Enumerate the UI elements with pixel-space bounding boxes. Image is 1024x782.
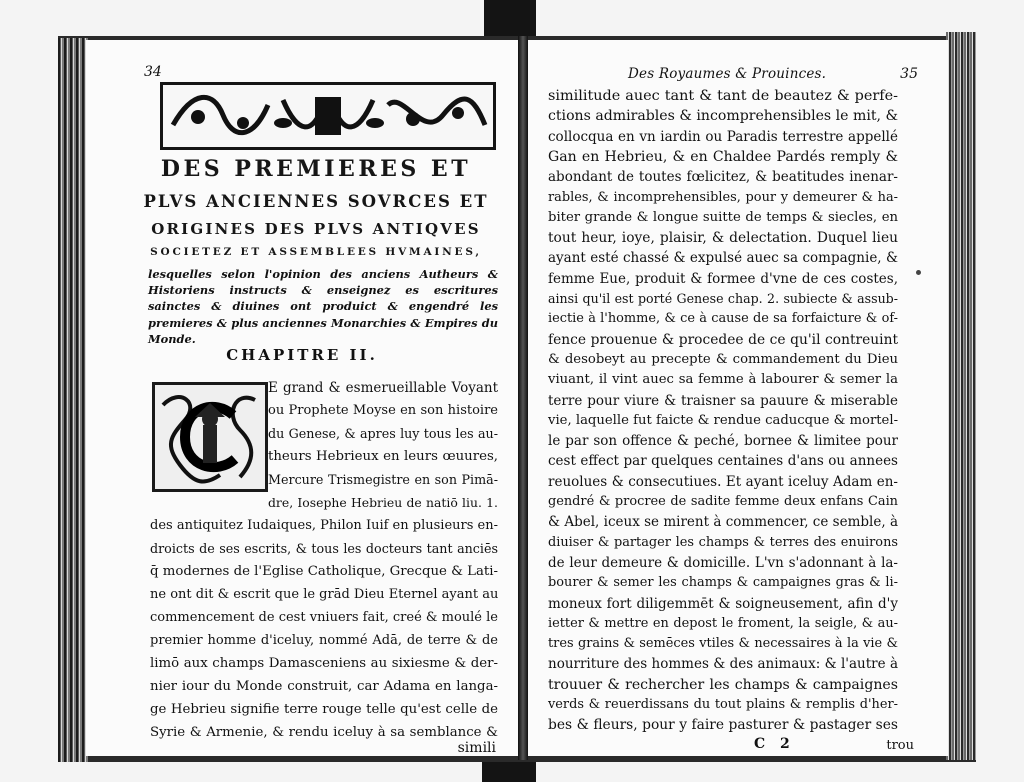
- body-line: fence prouenue & procedee de ce qu'il contreuint: [548, 331, 898, 348]
- body-line: viuant, il vint auec sa femme à labourer & semer la: [548, 372, 898, 388]
- book-spine-bottom: [482, 760, 536, 782]
- chapter-heading: CHAPITRE II.: [226, 346, 378, 364]
- body-line: q̄ modernes de l'Eglise Catholique, Grecque & Lati-: [150, 564, 499, 579]
- body-line-beside-initial: dre, Iosephe Hebrieu de natiō liu. 1.: [268, 495, 498, 510]
- page-edges-left: [58, 38, 88, 762]
- body-line: terre pour viure & traisner sa pauure & miserable: [548, 392, 898, 409]
- body-line: trouuer & rechercher les champs & campaignes: [548, 676, 898, 693]
- catchword-right: trou: [886, 738, 914, 753]
- signature-mark: C 2: [754, 736, 795, 752]
- body-line: premier homme d'iceluy, nommé Adā, de terre & de: [150, 633, 498, 648]
- body-line: rables, & incomprehensibles, pour y demeurer & ha-: [548, 189, 898, 205]
- body-line: limō aux champs Damasceniens au sixiesme & der-: [150, 656, 498, 671]
- body-line: bourer & semer les champs & campaignes gras & li-: [548, 575, 898, 591]
- body-line: collocqua en vn iardin ou Paradis terrestre appellé: [548, 128, 898, 145]
- title-line-1: DES PREMIERES ET: [160, 156, 472, 182]
- body-line-beside-initial: E grand & esmerueillable Voyant: [268, 380, 498, 396]
- body-line: de leur demeure & domicille. L'vn s'adonnant à la-: [548, 554, 898, 571]
- body-line: droicts de ses escrits, & tous les docteurs tant anciēs: [150, 541, 498, 556]
- body-line-beside-initial: theurs Hebrieux en leurs œuures,: [268, 449, 498, 464]
- page-number-left: 34: [144, 64, 162, 80]
- body-line: Gan en Hebrieu, & en Chaldee Pardés remply &: [548, 148, 898, 165]
- body-line: Syrie & Armenie, & rendu iceluy à sa semblance &: [150, 725, 498, 740]
- body-line: tres grains & semēces vtiles & necessaires à la vie &: [548, 636, 898, 652]
- paper-speck: [916, 270, 921, 275]
- body-line: femme Eue, produit & formee d'vne de ces costes,: [548, 270, 898, 287]
- body-line: biter grande & longue suitte de temps & siecles, en: [548, 209, 898, 225]
- body-line: iectie à l'homme, & ce à cause de sa forfaicture & of-: [548, 311, 898, 327]
- body-line: ge Hebrieu signifie terre rouge telle qu'est celle de: [150, 702, 498, 717]
- body-line: diuiser & partager les champs & terres des enuirons: [548, 534, 898, 550]
- body-line: des antiquitez Iudaiques, Philon Iuif en plusieurs en-: [150, 518, 498, 533]
- title-subtitle: lesquelles selon l'opinion des anciens Autheurs & Historiens instructs & enseignez es escritures sainctes & diuines ont produict & engendré les premieres & plus anciennes Monarchies & Empires du Monde.: [148, 267, 498, 346]
- title-line-4: SOCIETEZ ET ASSEMBLEES HVMAINES,: [150, 246, 482, 258]
- book-gutter: [518, 36, 528, 760]
- body-line: abondant de toutes fœlicitez, & beatitudes inenar-: [548, 169, 898, 186]
- title-line-2: PLVS ANCIENNES SOVRCES ET: [143, 192, 489, 211]
- body-line: ietter & mettre en depost le froment, la seigle, & au-: [548, 615, 898, 631]
- body-line: ainsi qu'il est porté Genese chap. 2. subiecte & assub-: [548, 291, 898, 306]
- body-line: & Abel, iceux se mirent à commencer, ce semble, à: [548, 514, 898, 531]
- body-line: ctions admirables & incomprehensibles le mit, &: [548, 108, 898, 125]
- body-line: & desobeyt au precepte & commandement du Dieu: [548, 351, 898, 367]
- body-line: commencement de cest vniuers fait, creé & moulé le: [150, 610, 498, 625]
- body-line: reuolues & consecutiues. Et ayant iceluy Adam en-: [548, 473, 898, 490]
- page-edges-right: [946, 32, 976, 760]
- body-line: similitude auec tant & tant de beautez & perfe-: [548, 88, 898, 104]
- decorative-headpiece: [160, 82, 496, 150]
- body-line: verds & reuerdissans du tout plains & remplis d'her-: [548, 697, 898, 712]
- body-line: cest effect par quelques centaines d'ans ou annees: [548, 453, 898, 470]
- right-page: [528, 40, 948, 756]
- left-page: [86, 40, 518, 756]
- decorated-initial-c: [152, 382, 268, 492]
- body-line: moneux fort diligemmēt & soigneusement, afin d'y: [548, 595, 898, 612]
- body-line: le par son offence & peché, bornee & limitee pour: [548, 433, 898, 450]
- body-line: tout heur, ioye, plaisir, & delectation. Duquel lieu: [548, 230, 898, 247]
- title-line-3: ORIGINES DES PLVS ANTIQVES: [151, 220, 481, 238]
- body-line-beside-initial: ou Prophete Moyse en son histoire: [268, 403, 498, 418]
- body-line: ayant esté chassé & expulsé auec sa compagnie, &: [548, 250, 898, 267]
- body-line-beside-initial: du Genese, & apres luy tous les au-: [268, 426, 498, 441]
- body-line-beside-initial: Mercure Trismegistre en son Pimā-: [268, 472, 498, 487]
- catchword-left: simili: [457, 740, 496, 756]
- body-line: nourriture des hommes & des animaux: & l'autre à: [548, 656, 898, 673]
- body-line: vie, laquelle fut faicte & rendue caducque & mortel-: [548, 412, 899, 428]
- page-number-right: 35: [900, 66, 918, 82]
- body-line: ne ont dit & escrit que le grād Dieu Eternel ayant au: [150, 587, 499, 602]
- body-line: bes & fleurs, pour y faire pasturer & pastager ses: [548, 717, 898, 734]
- body-line: nier iour du Monde construit, car Adama en langa-: [150, 679, 498, 694]
- running-head: Des Royaumes & Prouinces.: [628, 66, 827, 82]
- body-line: gendré & procree de sadite femme deux enfans Cain: [548, 494, 898, 509]
